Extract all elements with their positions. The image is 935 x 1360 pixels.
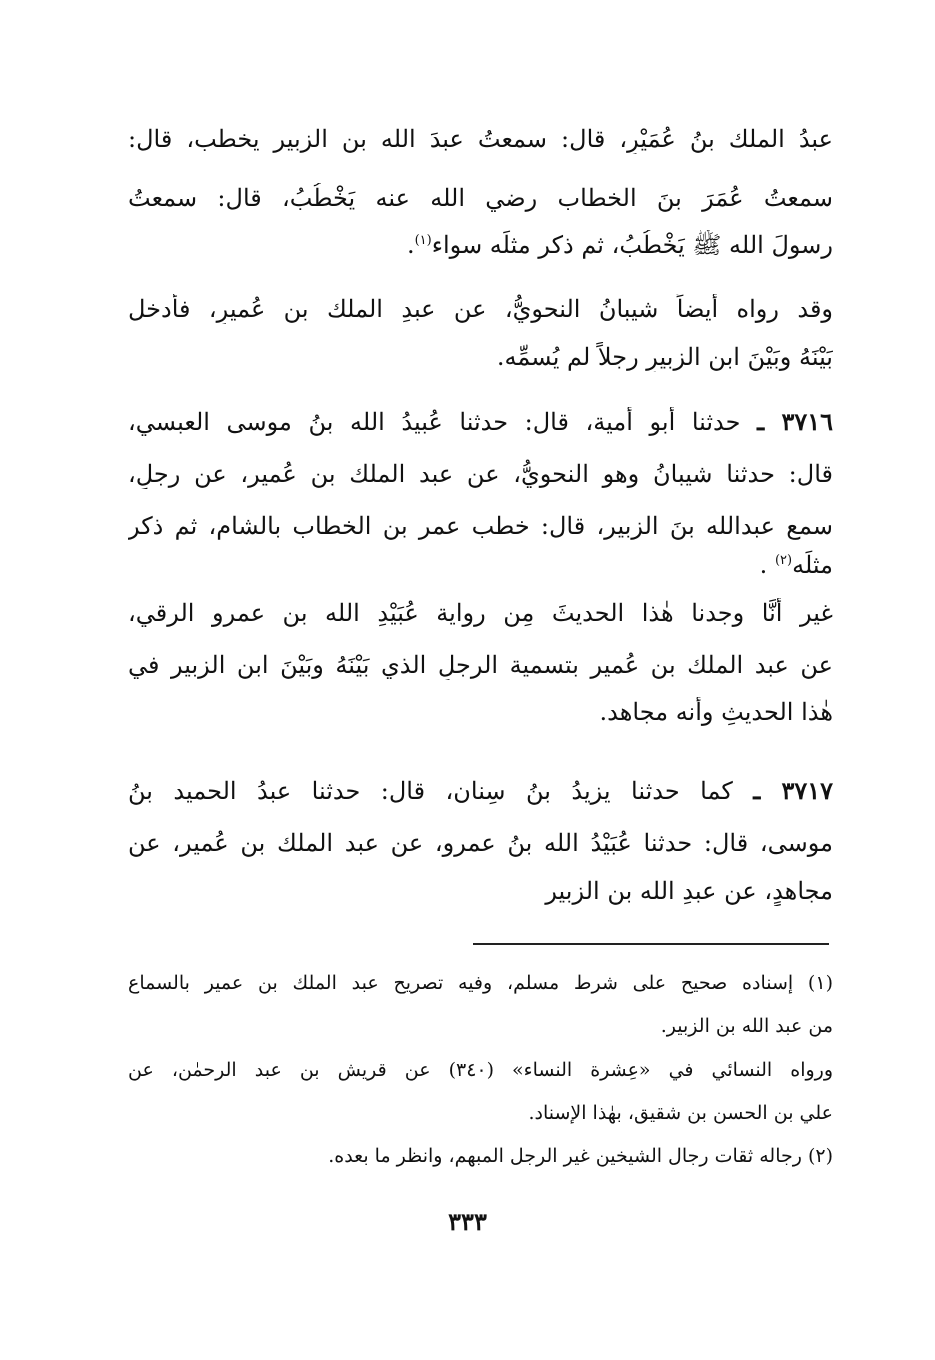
body-line [128,550,833,580]
body-line: مجاهدٍ، عن عبدِ الله بنِ الزبير [545,877,833,905]
hadith-line [128,776,833,806]
line-end-dot: . [406,231,415,259]
body-line: عن عبد الملك بن عُمير بتسمية الرجلِ الذي بَيْنَهُ وبَيْنَ ابنِ الزبير في [128,651,833,679]
body-line: سمع عبدالله بنَ الزبير، قال: خطب عمر بن الخطاب بالشام، ثم ذكر [128,512,833,540]
footnote-line: علي بن الحسن بن شقيق، بهٰذا الإسناد. [528,1102,833,1124]
page-number: ٣٣٣ [448,1207,487,1236]
hadith-number: ٣٧١٦ ـ [757,407,833,436]
footnote-line: ورواه النسائي في «عِشرة النساء» (٣٤٠) عن قريش بن عبد الرحمٰن، عن [128,1059,833,1081]
footnote-line: (١) إسناده صحيح على شرط مسلم، وفيه تصريح عبد الملك بن عمير بالسماع [128,972,833,994]
body-line: وقد رواه أيضاً شيبانُ النحويُّ، عن عبدِ الملك بنِ عُميرٍ، فأدخل [128,295,833,323]
body-line: عبدُ الملك بنُ عُمَيْرٍ، قال: سمعتُ عبدَ الله بن الزبير يخطب، قال: [128,125,833,153]
body-line-text: مثلَه [792,551,833,579]
footnote-line: (٢) رجاله ثقات رجال الشيخين غير الرجل المبهم، وانظر ما بعده. [328,1145,833,1167]
body-line: قال: حدثنا شيبانُ وهو النحويُّ، عن عبد الملك بنِ عُمير، عن رجلٍ، [128,460,833,488]
body-line-text: حدثنا أبو أُمية، قال: حدثنا عُبيدُ الله بنُ موسى العبسي، [128,408,741,436]
body-line: موسى، قال: حدثنا عُبَيْدُ الله بنُ عمرو، عن عبد الملك بنِ عُمير، عن [128,829,833,857]
body-line: غير أنَّا وجدنا هٰذا الحديثَ مِن رواية عُبَيْدِ الله بن عمرو الرقي، [128,599,833,627]
body-line [128,230,833,260]
footnote-line: من عبد الله بن الزبير. [660,1015,833,1037]
body-line-text: رسولَ الله ﷺ يَخْطُبُ، ثم ذكر مثلَه سواء [431,231,833,259]
footnote-ref: (٢) [774,553,793,568]
line-end-dot: . [759,551,768,579]
hadith-line [128,407,833,437]
body-line: هٰذا الحديثِ وأنه مجاهد. [599,698,833,726]
body-line-text: كما حدثنا يزيدُ بنُ سِنان، قال: حدثنا عبدُ الحميد بنُ [128,777,733,805]
footnote-ref: (١) [414,233,432,248]
hadith-number: ٣٧١٧ ـ [753,776,833,805]
body-line: بَيْنَهُ وبَيْنَ ابن الزبيرِ رجلاً لم يُسمِّه. [496,343,833,371]
body-line: سمعتُ عُمَرَ بنَ الخطاب رضي الله عنه يَخْطُبُ، قال: سمعتُ [128,184,833,212]
footnote-separator [473,943,829,945]
